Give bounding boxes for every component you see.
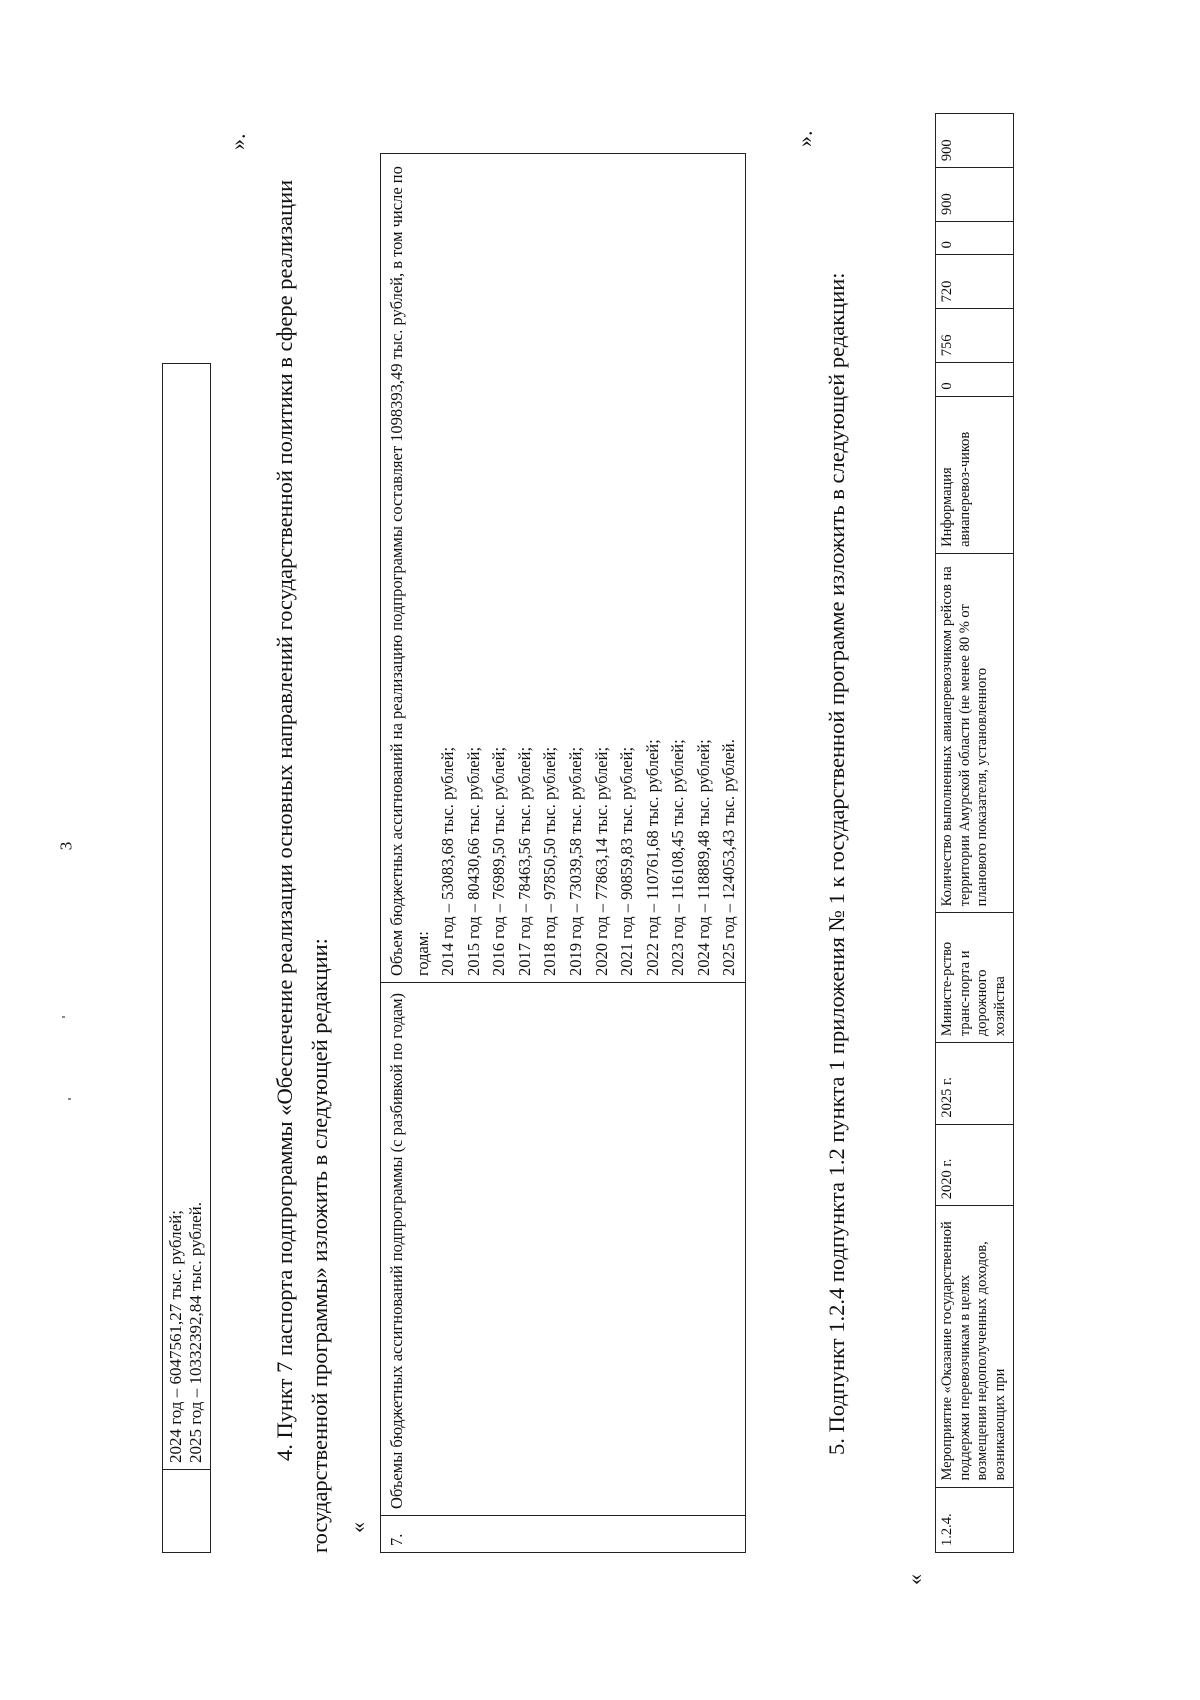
start-year: 2020 г. — [936, 1124, 1014, 1206]
indicator-value: 720 — [936, 255, 1014, 309]
year-line: 2021 год – 90859,83 тыс. рублей; — [617, 746, 637, 976]
budget-table-continuation — [162, 363, 211, 1553]
indicator-value: 900 — [936, 168, 1014, 222]
budget-allocations-table — [380, 153, 746, 1553]
year-line: 2024 год – 6047561,27 тыс. рублей; — [166, 1210, 185, 1463]
row-number: 7. — [381, 1516, 746, 1553]
data-source: Информация авиаперевоз-чиков — [936, 396, 1014, 553]
opening-quote: « — [902, 1574, 927, 1585]
table-row — [936, 114, 1014, 1553]
year-line: 2023 год – 116108,45 тыс. рублей; — [668, 739, 688, 976]
year-line: 2019 год – 73039,58 тыс. рублей; — [565, 746, 585, 976]
end-year: 2025 г. — [936, 1043, 1014, 1125]
indicator: Количество выполненных авиаперевозчиком рейсов на территории Амурской области (не менее 80 % от планового показателя, установленного — [936, 553, 1014, 912]
year-line: 2022 год – 110761,68 тыс. рублей; — [642, 739, 662, 976]
scan-speck — [62, 1016, 65, 1018]
budget-intro: Объем бюджетных ассигнований на реализацию подпрограммы составляет 1098393,49 тыс. рублей, в том числе по годам: — [387, 166, 432, 976]
indicator-value: 0 — [936, 222, 1014, 255]
indicator-value: 0 — [936, 363, 1014, 396]
year-line: 2017 год – 78463,56 тыс. рублей; — [514, 746, 534, 976]
year-line: 2024 год – 118889,48 тыс. рублей; — [693, 739, 713, 976]
year-line: 2025 год – 124053,43 тыс. рублей. — [719, 739, 739, 976]
indicator-value: 756 — [936, 309, 1014, 363]
year-line: 2016 год – 76989,50 тыс. рублей; — [489, 746, 509, 976]
row-label: Объемы бюджетных ассигнований подпрограммы (с разбивкой по годам) — [381, 983, 746, 1516]
page-number: 3 — [56, 841, 76, 851]
rotated-document-content — [120, 95, 1170, 1625]
measure-title: Мероприятие «Оказание государственной поддержки перевозчикам в целях возмещения недополученных доходов, возникающих при — [936, 1206, 1014, 1487]
paragraph-5: 5. Подпункт 1.2.4 подпункта 1.2 пункта 1 приложения № 1 к государственной программе изложить в следующей редакции: — [824, 272, 849, 1455]
table-row — [163, 364, 211, 1553]
year-line: 2014 год – 53083,68 тыс. рублей; — [438, 746, 458, 976]
row-values — [381, 154, 746, 983]
table-cell-empty — [163, 1470, 211, 1553]
indicator-value: 900 — [936, 114, 1014, 168]
executor: Министе-рство транс-порта и дорожного хозяйства — [936, 913, 1014, 1043]
table-cell-years — [163, 364, 211, 1470]
paragraph-4: 4. Пункт 7 паспорта подпрограммы «Обеспечение реализации основных направлений государственной политики в сфере реализации государственной программы» изложить в следующей редакции: — [272, 179, 332, 1553]
measure-number: 1.2.4. — [936, 1487, 1014, 1552]
closing-quote: ». — [225, 133, 250, 150]
year-line: 2020 год – 77863,14 тыс. рублей; — [591, 746, 611, 976]
year-line: 2018 год – 97850,50 тыс. рублей; — [540, 746, 560, 976]
table-row — [381, 154, 746, 1553]
measures-table — [935, 113, 1014, 1553]
closing-quote: ». — [792, 130, 817, 147]
year-line: 2015 год – 80430,66 тыс. рублей; — [463, 746, 483, 976]
year-line: 2025 год – 10332392,84 тыс. рублей. — [186, 1201, 206, 1463]
opening-quote: « — [345, 1522, 370, 1533]
scan-speck — [68, 1098, 71, 1100]
